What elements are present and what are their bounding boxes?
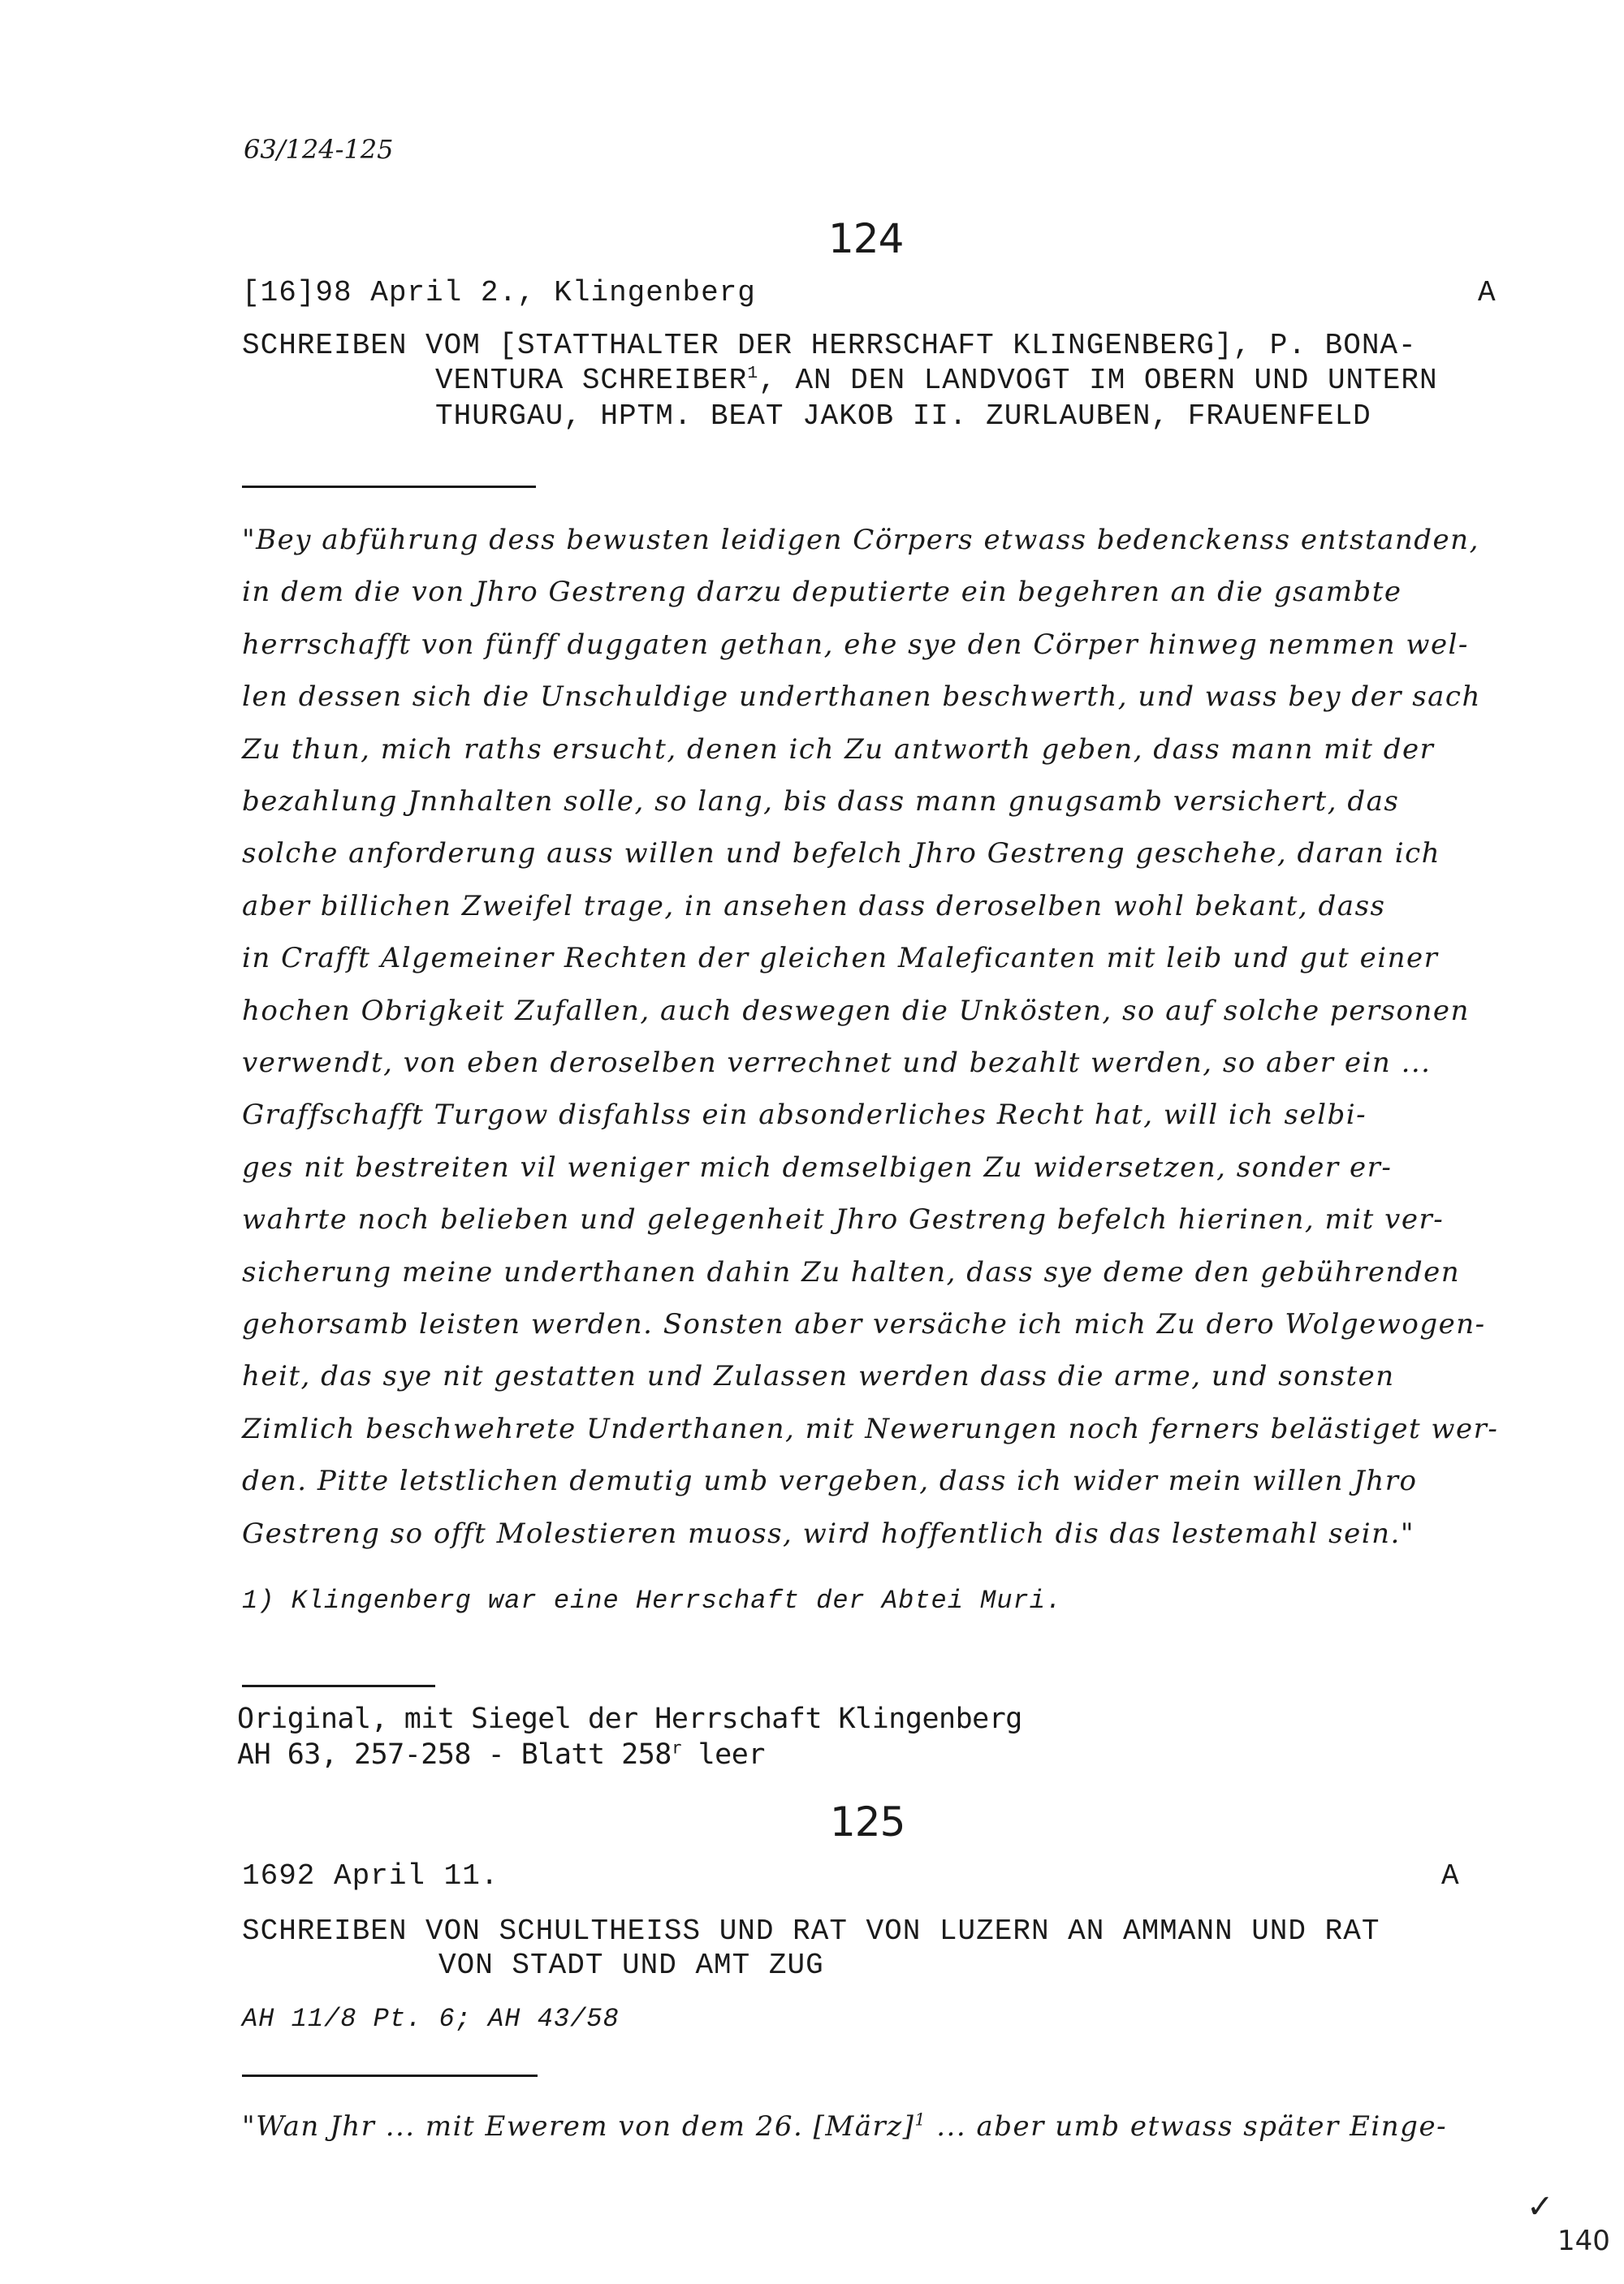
document-heading-line-3: THURGAU, HPTM. BEAT JAKOB II. ZURLAUBEN, FRAUENFELD: [435, 399, 1371, 433]
text-line: Zimlich beschwehrete Underthanen, mit Newerungen noch ferners belästiget wer-: [242, 1412, 1499, 1445]
footnote-marker: 1: [914, 2109, 926, 2130]
text-line: den. Pitte letstlichen demutig umb vergeben, dass ich wider mein willen Jhro: [242, 1465, 1418, 1498]
footnote: 1) Klingenberg war eine Herrschaft der Abtei Muri.: [242, 1586, 1063, 1616]
text-part: "Wan Jhr ... mit Ewerem von dem 26. [März]: [242, 2110, 915, 2143]
letter-text-start: [242, 2110, 1447, 2143]
text-line: Graffschafft Turgow disfahlss ein absonderliches Recht hat, will ich selbi-: [242, 1099, 1367, 1132]
text-part: ... aber umb etwass später Einge-: [926, 2110, 1448, 2143]
text-line: heit, das sye nit gestatten und Zulassen werden dass die arme, und sonsten: [242, 1360, 1395, 1393]
text-line: Gestreng so offt Molestieren muoss, wird hoffentlich dis das lestemahl sein.": [242, 1517, 1415, 1550]
text-line: verwendt, von eben deroselben verrechnet und bezahlt werden, so aber ein ...: [242, 1047, 1432, 1079]
document-heading-line-2: [435, 364, 1438, 397]
document-letter: A: [1441, 1859, 1460, 1893]
text-line: in Crafft Algemeiner Rechten der gleichen Maleficanten mit leib und gut einer: [242, 942, 1439, 975]
document-heading-line-1: SCHREIBEN VOM [STATTHALTER DER HERRSCHAFT KLINGENBERG], P. BONA-: [242, 329, 1417, 362]
divider: [242, 1685, 435, 1687]
document-heading-line-1: SCHREIBEN VON SCHULTHEISS UND RAT VON LUZERN AN AMMANN UND RAT: [242, 1915, 1380, 1948]
heading-rest: , AN DEN LANDVOGT IM OBERN UND UNTERN: [758, 364, 1438, 397]
text-line: herrschafft von fünff duggaten gethan, ehe sye den Cörper hinweg nemmen wel-: [242, 628, 1469, 661]
check-mark: ✓: [1527, 2188, 1554, 2226]
archive-references: AH 11/8 Pt. 6; AH 43/58: [242, 2004, 620, 2034]
heading-name: VENTURA SCHREIBER: [435, 364, 748, 397]
document-number-124: 124: [828, 215, 904, 262]
document-letter: A: [1478, 276, 1497, 309]
source-ref: AH 63, 257-258 - Blatt 258: [237, 1738, 672, 1771]
text-line: len dessen sich die Unschuldige underthanen beschwerth, und wass bey der sach: [242, 680, 1481, 714]
recto-marker: r: [671, 1738, 682, 1758]
text-line: hochen Obrigkeit Zufallen, auch deswegen die Unkösten, so auf solche personen: [242, 994, 1470, 1027]
source-note-line-1: Original, mit Siegel der Herrschaft Klingenberg: [237, 1703, 1022, 1735]
document-date-place: [16]98 April 2., Klingenberg: [242, 276, 756, 309]
divider: [242, 2075, 538, 2077]
source-note-line-2: [237, 1738, 765, 1771]
divider: [242, 486, 536, 488]
text-line: Zu thun, mich raths ersucht, denen ich Zu antworth geben, dass mann mit der: [242, 732, 1435, 766]
text-line: "Bey abführung dess bewusten leidigen Cörpers etwass bedenckenss entstanden,: [242, 524, 1479, 556]
text-line: bezahlung Jnnhalten solle, so lang, bis dass mann gnugsamb versichert, das: [242, 785, 1400, 818]
text-line: in dem die von Jhro Gestreng darzu deputierte ein begehren an die gsambte: [242, 576, 1402, 609]
document-number-125: 125: [830, 1798, 905, 1846]
folio-number: 140: [1557, 2225, 1610, 2257]
reference-number: 63/124-125: [244, 134, 394, 165]
text-line: aber billichen Zweifel trage, in ansehen dass deroselben wohl bekant, dass: [242, 889, 1386, 922]
text-line: sicherung meine underthanen dahin Zu halten, dass sye deme den gebührenden: [242, 1255, 1461, 1289]
text-line: solche anforderung auss willen und befelch Jhro Gestreng geschehe, daran ich: [242, 837, 1441, 870]
text-line: gehorsamb leisten werden. Sonsten aber versäche ich mich Zu dero Wolgewogen-: [242, 1308, 1486, 1341]
source-leer: leer: [681, 1738, 765, 1771]
document-date: 1692 April 11.: [242, 1859, 499, 1893]
footnote-marker: 1: [747, 364, 759, 383]
document-heading-line-2: VON STADT UND AMT ZUG: [438, 1949, 824, 1982]
text-line: ges nit bestreiten vil weniger mich demselbigen Zu widersetzen, sonder er-: [242, 1151, 1393, 1184]
text-line: wahrte noch belieben und gelegenheit Jhro Gestreng befelch hierinen, mit ver-: [242, 1203, 1445, 1237]
